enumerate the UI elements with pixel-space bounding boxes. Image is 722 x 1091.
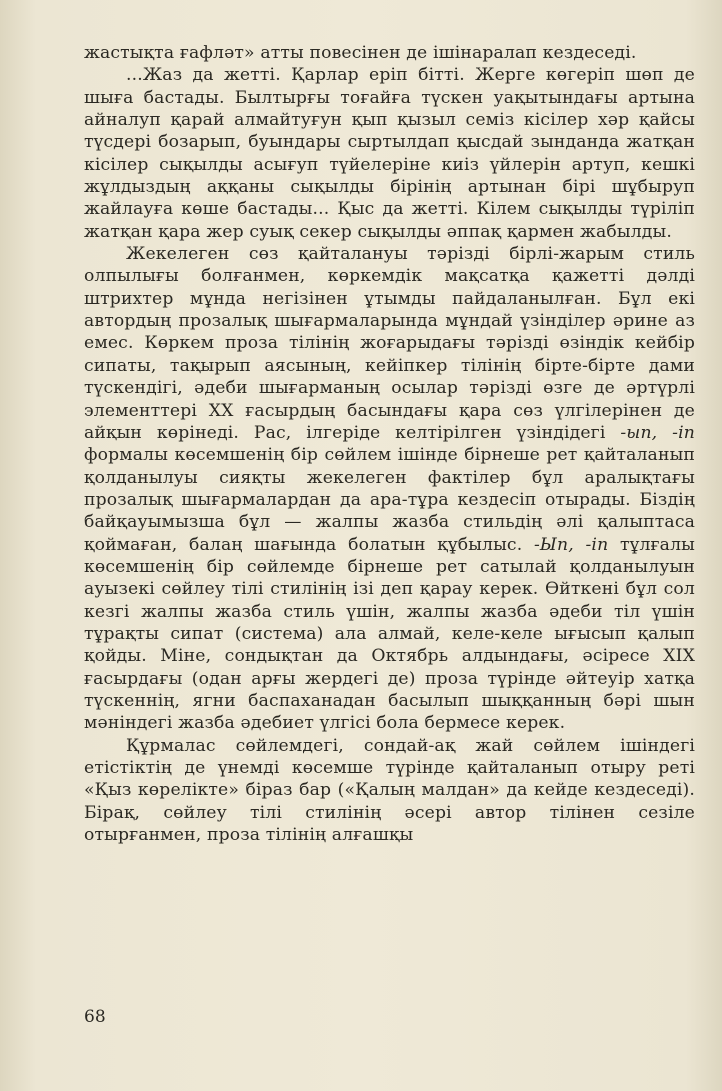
paragraph-4: Құрмалас сөйлемдегі, сондай-ақ жай сөйлем ішіндегі етістіктің де үнемді көсемше түрінде қайталанып отыру реті «Қыз көрелікте» біраз бар («Қалың малдан» да кейде кездеседі). Бірақ, сөйлеу тілі стилінің әсері автор тілінен сезіле отырғанмен, проза тілінің алғашқы bbox=[84, 735, 695, 846]
italic-suffix: -ып, -іп bbox=[620, 422, 695, 443]
paragraph-2-quote: ...Жаз да жетті. Қарлар еріп бітті. Жерге көгеріп шөп де шыға бастады. Былтырғы тоғайға түскен уақытындағы артына айналуп қарай алмайтуғун қып қызыл семіз кісілер хәр қайсы түсдері бозарып, буындары сыртылдап қысдай зынданда жатқан кісілер сықылды асығуп түйелеріне киіз үйлерін артуп, кешкі жұлдыздың аққаны сықылды бірінің артынан бірі шұбыруп жайлауға көше бастады... Қыс да жетті. Кілем сықылды түріліп жатқан қара жер суық секер сықылды әппақ қармен жабылды. bbox=[84, 65, 695, 242]
paragraph-1: жастықта ғафләт» атты повесінен де ішінаралап кездеседі. bbox=[84, 43, 637, 63]
italic-suffix: -Ып, -іп bbox=[533, 534, 609, 555]
paragraph-3: Жекелеген сөз қайталануы тәрізді бірлі-жарым стиль олпылығы болғанмен, көркемдік мақсатқа қажетті дәлді штрихтер мұнда негізінен ұтымды пайдаланылған. Бұл екі автордың прозалық шығармаларында мұндай үзінділер әрине аз емес. Көркем проза тілінің жоғарыдағы тәрізді өзіндік кейбір сипаты, тақырып аясының, кейіпкер тілінің бірте-бірте дами түскендігі, әдеби шығарманың осылар тәрізді өзге де әртүрлі элементтері XX ғасырдың басындағы қара сөз үлгілерінен де айқын көрінеді. Рас, ілгеріде келтірілген үзіндідегі -ып, -іп формалы көсемшенің бір сөйлем ішінде бірнеше рет қайталанып қолданылуы сияқты жекелеген фактілер бұл аралықтағы прозалық шығармалардан да ара-тұра кездесіп отырады. Біздің байқауымызша бұл — жалпы жазба стильдің әлі қалыптаса қоймаған, балаң шағында болатын құбылыс. -Ып, -іп тұлғалы көсемшенің бір сөйлемде бірнеше рет сатылай қолданылуын ауызекі сөйлеу тілі стилінің ізі деп қарау керек. Өйткені бұл сол кезгі жалпы жазба стиль үшін, жалпы жазба әдеби тіл үшін тұрақты сипат (система) ала алмай, келе-келе ығысып қалып қойды. Міне, сондықтан да Октябрь алдындағы, әсіресе XIX ғасырдағы (одан арғы жердегі де) проза түрінде әйтеуір хатқа түскеннің, ягни баспаханадан басылып шыққанның бәрі шын мәніндегі жазба әдебиет үлгісі бола бермесе керек. bbox=[84, 244, 695, 734]
body-text bbox=[84, 42, 695, 846]
page-number: 68 bbox=[84, 1007, 106, 1027]
